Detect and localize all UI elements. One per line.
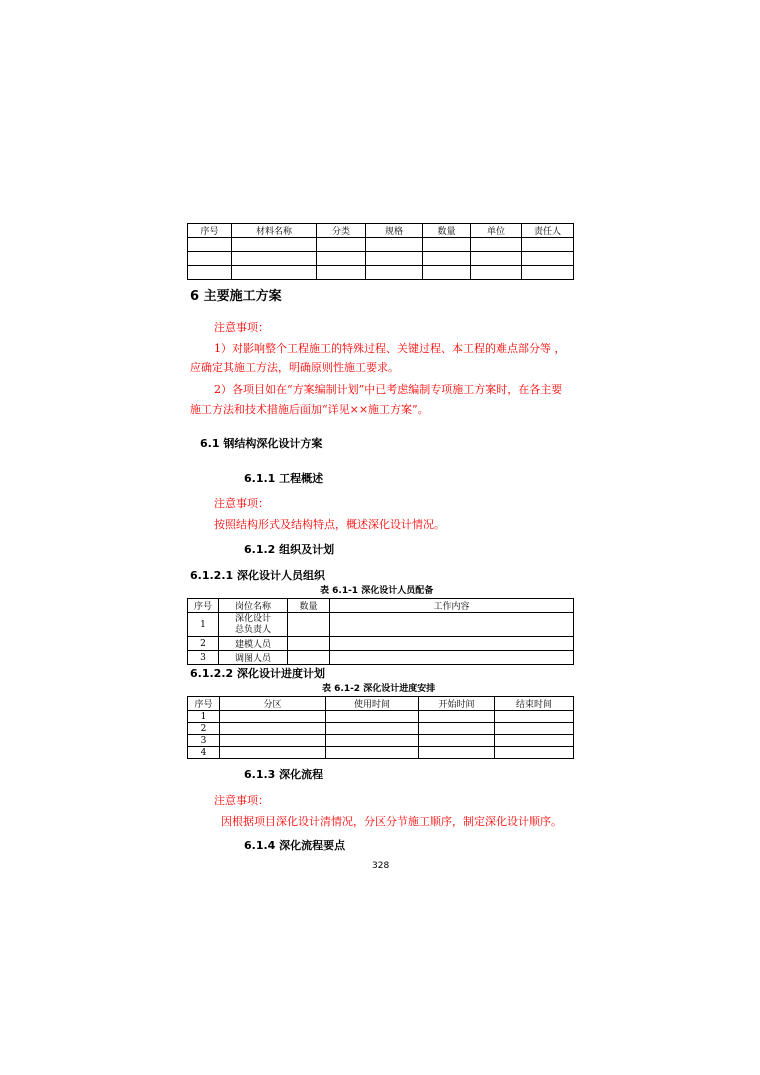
header-cell: 序号 <box>188 697 220 711</box>
note-text: 因根据项目深化设计清情况，分区分节施工顺序，制定深化设计顺序。 <box>221 815 562 828</box>
note-label: 注意事项： <box>214 321 269 334</box>
table-caption: 表 6.1-2 深化设计进度安排 <box>322 684 436 694</box>
section-heading: 6 主要施工方案 <box>190 289 282 304</box>
schedule-table <box>187 696 574 759</box>
table-row <box>188 266 574 280</box>
row-number: 3 <box>188 651 219 665</box>
section-heading: 6.1.3 深化流程 <box>244 768 324 781</box>
table-row <box>188 735 574 747</box>
note-label: 注意事项： <box>214 497 269 510</box>
header-cell: 分类 <box>317 224 366 238</box>
header-cell: 责任人 <box>522 224 574 238</box>
note-text: 按照结构形式及结构特点，概述深化设计情况。 <box>214 518 445 531</box>
header-cell: 结束时间 <box>495 697 574 711</box>
role-line: 深化设计 <box>234 613 271 624</box>
header-cell: 序号 <box>188 224 232 238</box>
page-number: 328 <box>372 861 390 871</box>
table-row <box>188 723 574 735</box>
role-cell: 调图人员 <box>219 651 288 665</box>
table-row <box>188 238 574 252</box>
table-row <box>188 637 574 651</box>
header-cell: 数量 <box>423 224 471 238</box>
table-header-row <box>188 599 574 613</box>
header-cell: 分区 <box>220 697 326 711</box>
header-cell: 开始时间 <box>419 697 495 711</box>
table-header-row <box>188 697 574 711</box>
role-line: 总负责人 <box>234 624 271 635</box>
staff-table <box>187 598 574 665</box>
section-heading: 6.1 钢结构深化设计方案 <box>200 437 323 450</box>
note-text: 施工方法和技术措施后面加“详见××施工方案”。 <box>190 403 429 416</box>
row-number: 1 <box>188 613 219 637</box>
section-heading: 6.1.4 深化流程要点 <box>244 839 346 852</box>
section-heading: 6.1.2 组织及计划 <box>244 543 335 556</box>
row-number: 3 <box>188 735 220 747</box>
role-cell <box>219 613 288 637</box>
table-row <box>188 651 574 665</box>
table-row <box>188 747 574 759</box>
role-cell: 建模人员 <box>219 637 288 651</box>
header-cell: 单位 <box>471 224 522 238</box>
table-header-row <box>188 224 574 238</box>
header-cell: 序号 <box>188 599 219 613</box>
header-cell: 规格 <box>366 224 423 238</box>
table-row <box>188 252 574 266</box>
note-text: 2）各项目如在“方案编制计划”中已考虑编制专项施工方案时，在各主要 <box>214 383 563 396</box>
section-heading: 6.1.2.1 深化设计人员组织 <box>190 569 325 582</box>
row-number: 2 <box>188 637 219 651</box>
header-cell: 工作内容 <box>330 599 574 613</box>
materials-table <box>187 223 574 280</box>
note-label: 注意事项： <box>214 794 269 807</box>
row-number: 4 <box>188 747 220 759</box>
section-heading: 6.1.1 工程概述 <box>244 472 324 485</box>
table-row <box>188 711 574 723</box>
header-cell: 数量 <box>288 599 330 613</box>
note-text: 1）对影响整个工程施工的特殊过程、关键过程、本工程的难点部分等 ， <box>214 342 566 355</box>
note-text: 应确定其施工方法，明确原则性施工要求。 <box>190 361 399 374</box>
header-cell: 材料名称 <box>232 224 317 238</box>
row-number: 1 <box>188 711 220 723</box>
table-caption: 表 6.1-1 深化设计人员配备 <box>320 586 434 596</box>
header-cell: 岗位名称 <box>219 599 288 613</box>
section-heading: 6.1.2.2 深化设计进度计划 <box>190 667 325 680</box>
header-cell: 使用时间 <box>326 697 419 711</box>
row-number: 2 <box>188 723 220 735</box>
table-row <box>188 613 574 637</box>
